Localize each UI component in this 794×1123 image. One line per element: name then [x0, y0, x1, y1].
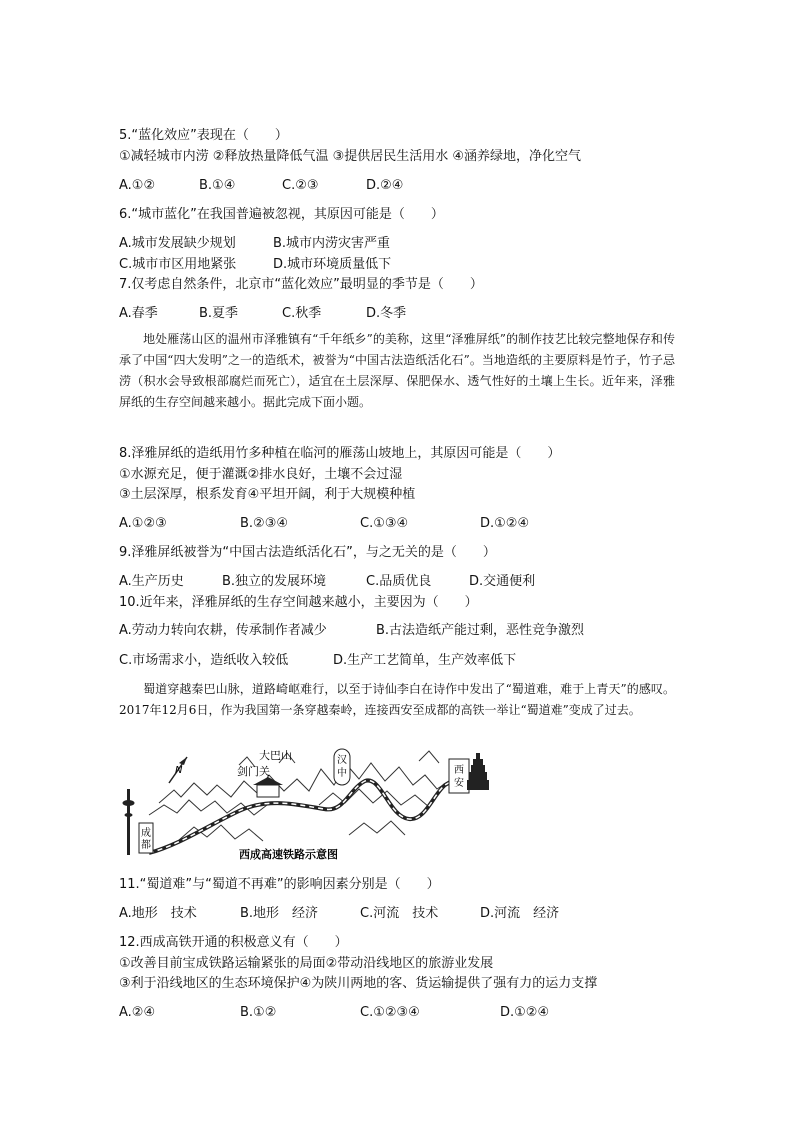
q9-stem: 9.泽雅屏纸被誉为“中国古法造纸活化石”，与之无关的是（ ） — [119, 545, 496, 560]
hanzhong-label: 汉中 — [337, 755, 347, 779]
north-label: N — [175, 765, 183, 776]
passage-shu-road-text: 蜀道穿越秦巴山脉，道路崎岖难行，以至于诗仙李白在诗作中发出了“蜀道难，难于上青天”的感叹。2017年12月6日，作为我国第一条穿越秦岭，连接西安至成都的高铁一举让“蜀道难”变成了过去。 — [119, 682, 675, 717]
q5-option-a[interactable]: A.①② — [119, 178, 156, 193]
q11-option-b[interactable]: B.地形 经济 — [240, 906, 319, 921]
q8-items-2: ③土层深厚，根系发育④平坦开阔，利于大规模种植 — [119, 487, 416, 502]
q9-option-b[interactable]: B.独立的发展环境 — [222, 574, 327, 589]
jianmen-label: 剑门关 — [237, 765, 270, 778]
q12-items-2: ③利于沿线地区的生态环境保护④为陕川两地的客、货运输提供了强有力的运力支撑 — [119, 976, 598, 991]
q7-option-c[interactable]: C.秋季 — [282, 306, 322, 321]
q8-option-d[interactable]: D.①②④ — [480, 516, 530, 531]
passage-zeya-text: 地处雁荡山区的温州市泽雅镇有“千年纸乡”的美称，这里“泽雅屏纸”的制作技艺比较完整地保存和传承了中国“四大发明”之一的造纸术，被誉为“中国古法造纸活化石”。当地造纸的主要原料是竹子，竹子忌涝（积水会导致根部腐烂而死亡），适宜在土层深厚、保肥保水、透气性好的土壤上生长。近年来，泽雅屏纸的生存空间越来越小。据此完成下面小题。 — [119, 332, 675, 409]
mountains-icon — [149, 751, 449, 841]
q5-option-b[interactable]: B.①④ — [199, 178, 236, 193]
q9-option-c[interactable]: C.品质优良 — [366, 574, 432, 589]
q12-stem: 12.西成高铁开通的积极意义有（ ） — [119, 935, 348, 950]
q5-option-d[interactable]: D.②④ — [366, 178, 404, 193]
q8-option-b[interactable]: B.②③④ — [240, 516, 289, 531]
q7-option-d[interactable]: D.冬季 — [366, 306, 407, 321]
q6-stem: 6.“城市蓝化”在我国普遍被忽视，其原因可能是（ ） — [119, 207, 444, 222]
q8-option-a[interactable]: A.①②③ — [119, 516, 167, 531]
q6-option-b[interactable]: B.城市内涝灾害严重 — [273, 236, 391, 251]
q11-option-c[interactable]: C.河流 技术 — [360, 906, 439, 921]
q11-option-a[interactable]: A.地形 技术 — [119, 906, 197, 921]
xian-pagoda-icon — [467, 753, 489, 790]
daba-mountain-label: 大巴山 — [259, 749, 292, 762]
chengdu-tower-icon — [123, 789, 135, 855]
passage-shu-road — [119, 679, 675, 721]
q7-option-a[interactable]: A.春季 — [119, 306, 158, 321]
q5-items: ①减轻城市内涝 ②释放热量降低气温 ③提供居民生活用水 ④涵养绿地，净化空气 — [119, 149, 582, 164]
q11-option-d[interactable]: D.河流 经济 — [480, 906, 560, 921]
q12-option-c[interactable]: C.①②③④ — [360, 1005, 420, 1020]
q10-stem: 10.近年来，泽雅屏纸的生存空间越来越小，主要因为（ ） — [119, 595, 478, 610]
jianmen-pass-icon — [253, 777, 283, 797]
map-caption: 西成高速铁路示意图 — [239, 848, 338, 861]
xicheng-railway-map — [119, 745, 499, 865]
q5-stem: 5.“蓝化效应”表现在（ ） — [119, 128, 288, 143]
railway-line — [149, 777, 459, 853]
q10-option-a[interactable]: A.劳动力转向农耕，传承制作者减少 — [119, 623, 327, 638]
q6-option-d[interactable]: D.城市环境质量低下 — [273, 257, 392, 272]
q11-stem: 11.“蜀道难”与“蜀道不再难”的影响因素分别是（ ） — [119, 877, 440, 892]
q8-items-1: ①水源充足，便于灌溉②排水良好，土壤不会过湿 — [119, 467, 403, 482]
passage-zeya-paper — [119, 329, 675, 413]
xian-label: 西安 — [454, 765, 464, 789]
q8-option-c[interactable]: C.①③④ — [360, 516, 409, 531]
q12-option-a[interactable]: A.②④ — [119, 1005, 156, 1020]
q6-option-c[interactable]: C.城市市区用地紧张 — [119, 257, 237, 272]
q7-stem: 7.仅考虑自然条件，北京市“蓝化效应”最明显的季节是（ ） — [119, 277, 483, 292]
q12-option-b[interactable]: B.①② — [240, 1005, 277, 1020]
q12-items-1: ①改善目前宝成铁路运输紧张的局面②带动沿线地区的旅游业发展 — [119, 956, 494, 971]
q6-option-a[interactable]: A.城市发展缺少规划 — [119, 236, 236, 251]
chengdu-label: 成都 — [141, 828, 151, 851]
q12-option-d[interactable]: D.①②④ — [500, 1005, 550, 1020]
q9-option-a[interactable]: A.生产历史 — [119, 574, 184, 589]
q10-option-b[interactable]: B.古法造纸产能过剩，恶性竞争激烈 — [376, 623, 585, 638]
q5-option-c[interactable]: C.②③ — [282, 178, 319, 193]
q10-option-d[interactable]: D.生产工艺简单，生产效率低下 — [333, 653, 517, 668]
north-arrow-icon — [169, 757, 187, 783]
q9-option-d[interactable]: D.交通便利 — [469, 574, 536, 589]
q8-stem: 8.泽雅屏纸的造纸用竹多种植在临河的雁荡山坡地上，其原因可能是（ ） — [119, 446, 561, 461]
q7-option-b[interactable]: B.夏季 — [199, 306, 239, 321]
q10-option-c[interactable]: C.市场需求小，造纸收入较低 — [119, 653, 289, 668]
